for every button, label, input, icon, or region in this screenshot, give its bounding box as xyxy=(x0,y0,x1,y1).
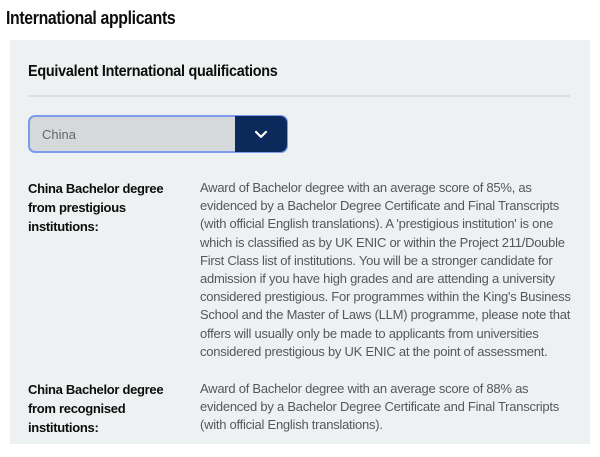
qualification-description-recognised: Award of Bachelor degree with an average score of 88% as evidenced by a Bachelor Degree Certificate and Final Transcripts (with official English translations). xyxy=(200,381,560,433)
country-select-value[interactable]: China xyxy=(42,126,76,142)
heading-divider xyxy=(28,95,570,97)
qualifications-panel xyxy=(10,40,590,444)
qualification-term-prestigious: China Bachelor degree from prestigious institutions: xyxy=(28,181,164,234)
qualification-description-prestigious: Award of Bachelor degree with an average score of 85%, as evidenced by a Bachelor Degree Certificate and Final Transcripts (with official English translations). A 'prestigious institution' is one which is classified as by UK ENIC or within the Project 211/Double First Class list of institutions. You will be a stronger candidate for admission if you have high grades and are attending a university considered prestigious. For programmes within the King's Business School and the Master of Laws (LLM) programme, please note that offers will usually only be made to applicants from universities considered prestigious by UK ENIC at the point of assessment. xyxy=(200,180,571,359)
country-select[interactable] xyxy=(28,115,288,153)
country-select-expand-button[interactable] xyxy=(235,116,287,152)
panel-heading: Equivalent International qualifications xyxy=(28,63,278,80)
qualification-definition-list xyxy=(28,179,576,437)
chevron-down-icon xyxy=(251,124,271,144)
page-title: International applicants xyxy=(6,8,176,28)
qualification-term-recognised: China Bachelor degree from recognised institutions: xyxy=(28,382,164,436)
